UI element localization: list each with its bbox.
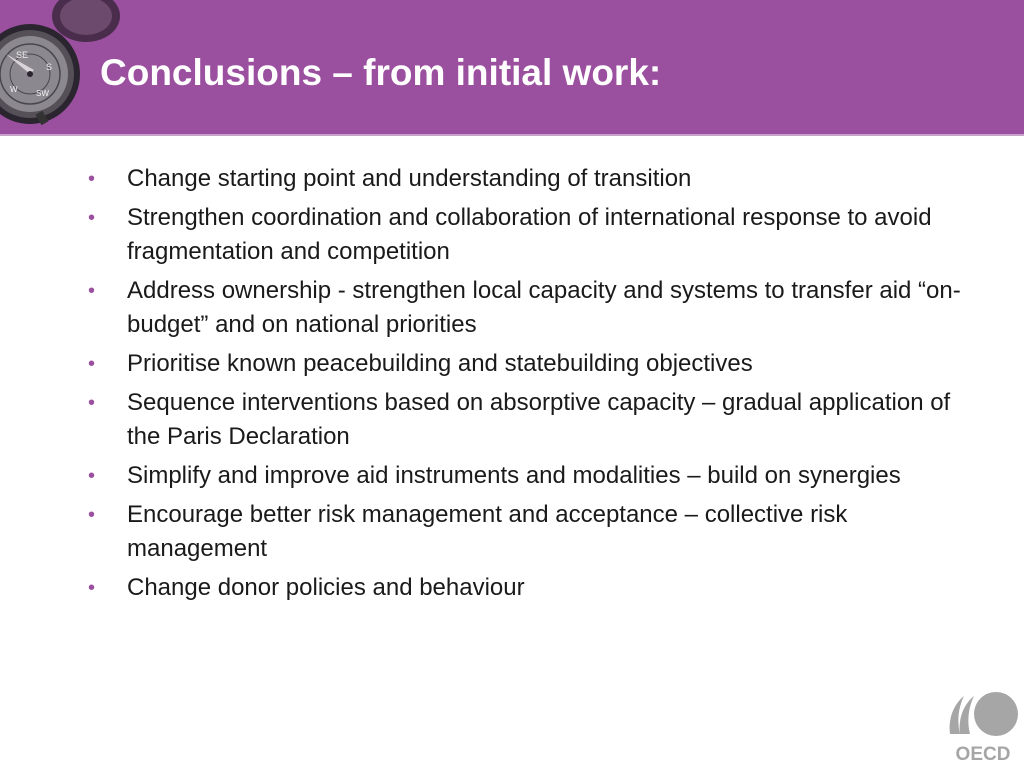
bullet-icon: • bbox=[88, 353, 96, 375]
oecd-logo-arc-2 bbox=[960, 696, 974, 734]
oecd-logo-text: OECD bbox=[955, 744, 1011, 762]
bullet-text: Sequence interventions based on absorptive capacity – gradual application of the Paris Declaration bbox=[127, 389, 951, 450]
compass-label-se: SE bbox=[16, 50, 29, 60]
bullet-item bbox=[88, 347, 968, 381]
bullet-text: Encourage better risk management and acceptance – collective risk management bbox=[127, 501, 848, 562]
compass-label-s: S bbox=[46, 62, 53, 72]
bullet-icon: • bbox=[88, 465, 96, 487]
bullet-list bbox=[88, 162, 968, 610]
bullet-item bbox=[88, 459, 968, 493]
bullet-item bbox=[88, 274, 968, 342]
compass-pivot bbox=[27, 71, 33, 77]
compass-label-sw: SW bbox=[36, 89, 49, 98]
oecd-logo bbox=[946, 690, 1020, 762]
bullet-text: Change starting point and understanding of transition bbox=[127, 165, 692, 192]
bullet-icon: • bbox=[88, 577, 96, 599]
bullet-icon: • bbox=[88, 280, 96, 302]
bullet-text: Prioritise known peacebuilding and statebuilding objectives bbox=[127, 350, 753, 377]
bullet-text: Change donor policies and behaviour bbox=[127, 574, 525, 601]
bullet-item bbox=[88, 386, 968, 454]
oecd-logo-circle bbox=[974, 692, 1018, 736]
bullet-text: Strengthen coordination and collaboration of international response to avoid fragmentation and competition bbox=[127, 204, 932, 265]
bullet-item bbox=[88, 498, 968, 566]
bullet-icon: • bbox=[88, 504, 96, 526]
bullet-text: Address ownership - strengthen local capacity and systems to transfer aid “on-budget” and on national priorities bbox=[127, 277, 961, 338]
bullet-item bbox=[88, 201, 968, 269]
bullet-item bbox=[88, 162, 968, 196]
bullet-icon: • bbox=[88, 392, 96, 414]
bullet-text: Simplify and improve aid instruments and modalities – build on synergies bbox=[127, 462, 901, 489]
slide-header bbox=[0, 0, 1024, 136]
bullet-icon: • bbox=[88, 207, 96, 229]
compass-label-w: W bbox=[10, 85, 18, 94]
bullet-item bbox=[88, 571, 968, 605]
bullet-icon: • bbox=[88, 168, 96, 190]
slide-title: Conclusions – from initial work: bbox=[100, 52, 662, 93]
